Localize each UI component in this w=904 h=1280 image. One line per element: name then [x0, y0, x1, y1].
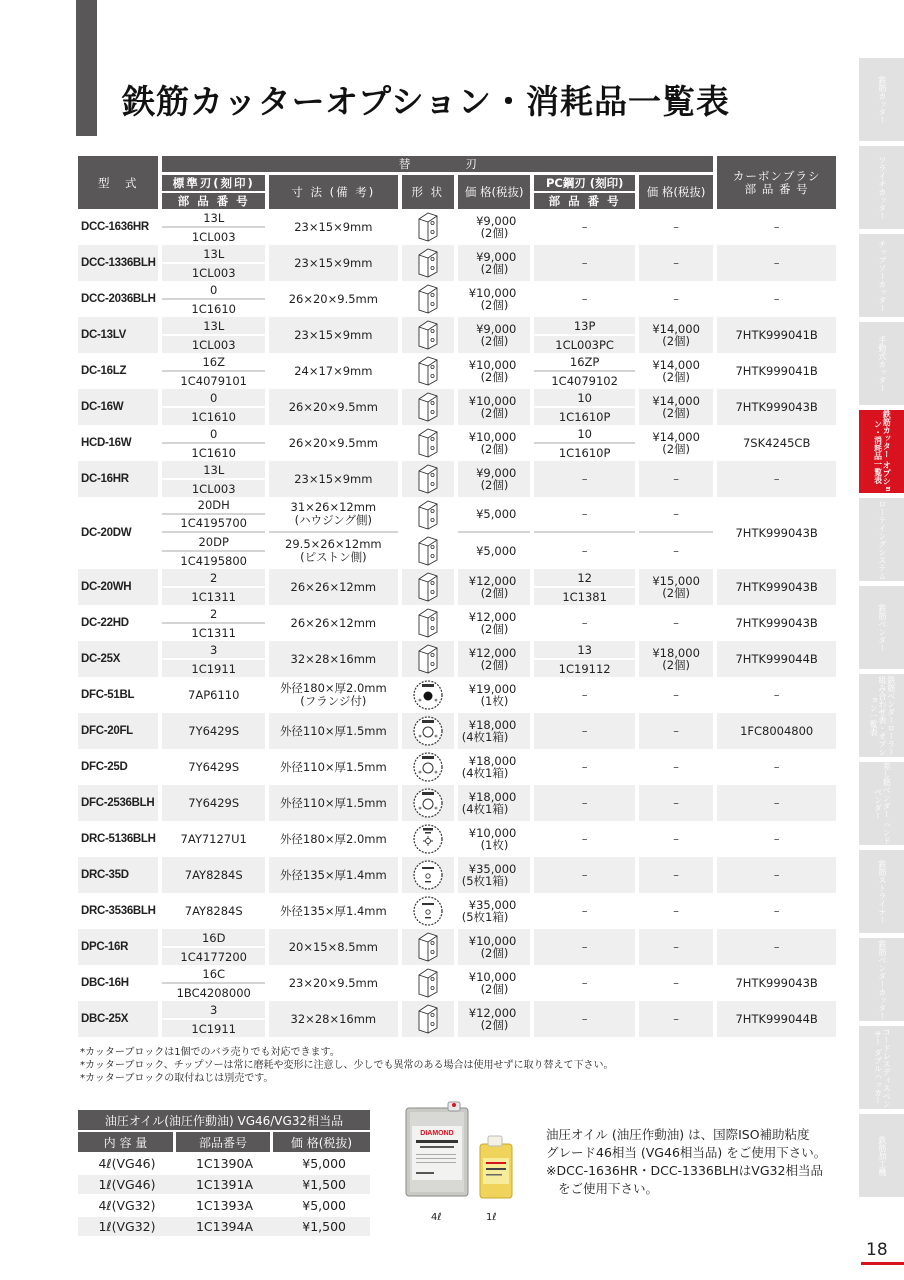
- side-tab-cordless-dispenser[interactable]: コードレスディスペンサー ダブルハッカー: [859, 1026, 904, 1109]
- saw-blade-small-icon: [402, 857, 454, 893]
- header-pc-blade-mark: PC鋼刃 (刻印): [534, 172, 635, 193]
- block-shape-icon: [402, 1001, 454, 1037]
- side-tab-rebar-bender[interactable]: 鉄筋ベンダー: [859, 586, 904, 669]
- saw-blade-icon: [402, 713, 454, 749]
- header-model: 型 式: [78, 156, 158, 209]
- footnote: *カッターブロックは1個でのバラ売りでも対応できます。: [80, 1047, 340, 1058]
- footnote: *カッターブロックの取付ねじは別売です。: [80, 1073, 274, 1084]
- table-row: DCC-1336BLH 13L 1CL003 23×15×9mm ¥9,000 (2個) – – –: [78, 245, 836, 281]
- header-std-blade-mark: 標準刃(刻印): [162, 172, 265, 193]
- block-shape-icon: [402, 281, 454, 317]
- oil-caption-1l: 1ℓ: [486, 1212, 497, 1223]
- table-row: DRC-35D 7AY8284S 外径135×厚1.4mm ¥35,000 (5枚1箱) – – –: [78, 857, 836, 893]
- side-tab-flush-cutter[interactable]: ツライチカッター: [859, 146, 904, 229]
- table-row: DCC-1636HR 13L 1CL003 23×15×9mm ¥9,000 (2個) – – –: [78, 209, 836, 245]
- table-row: 20DP 1C4195800 29.5×26×12mm (ピストン側) ¥5,000 – –: [78, 533, 836, 569]
- side-tab-rebar-cutter[interactable]: 鉄筋カッター: [859, 58, 904, 141]
- block-shape-icon: [402, 461, 454, 497]
- side-tab-rotating-system[interactable]: ローテイングシステム: [859, 498, 904, 581]
- table-row: DBC-25X 3 1C1911 32×28×16mm ¥12,000 (2個) – – 7HTK999044B: [78, 1001, 836, 1037]
- block-shape-icon: [402, 317, 454, 353]
- saw-blade-icon: [402, 785, 454, 821]
- block-shape-icon: [402, 569, 454, 605]
- header-shape: 形 状: [402, 172, 454, 209]
- block-shape-icon: [402, 605, 454, 641]
- side-tab-manual-cutter[interactable]: 手動式カッター: [859, 322, 904, 405]
- side-tab-bender-roller[interactable]: 鉄筋ベンダーローラー 組み合わせ表・オプション一覧表: [859, 674, 904, 757]
- oil-header-part-no: 部品番号: [176, 1132, 273, 1152]
- header-pc-price: 価 格(税抜): [639, 172, 713, 209]
- table-row: DC-16HR 13L 1CL003 23×15×9mm ¥9,000 (2個) – – –: [78, 461, 836, 497]
- table-row: DFC-51BL 7AP6110 外径180×厚2.0mm (フランジ付) ¥19,000 (1枚) – – –: [78, 677, 836, 713]
- page-number: 18: [866, 1240, 888, 1260]
- saw-blade-small-icon: [402, 893, 454, 929]
- oil-description: 油圧オイル (油圧作動油) は、国際ISO補助粘度 グレード46相当 (VG46相当品) をご使用下さい。 ※DCC-1636HR・DCC-1336BLHはVG32相当品 をご使用下さい。: [546, 1127, 827, 1196]
- oil-row: 4ℓ(VG46) 1C1390A ¥5,000: [98, 1156, 346, 1171]
- title-accent-bar: [76, 0, 97, 136]
- block-shape-icon: [402, 929, 454, 965]
- footnote: *カッターブロック、チップソーは常に磨耗や変形に注意し、少しでも異常のある場合は使用せずに取り替えて下さい。: [80, 1060, 614, 1071]
- saw-blade-icon: [402, 749, 454, 785]
- side-tab-rebar-machine[interactable]: 鉄筋加工機: [859, 1114, 904, 1197]
- table-row: DPC-16R 16D 1C4177200 20×15×8.5mm ¥10,000 (2個) – – –: [78, 929, 836, 965]
- header-carbon-brush: カーボンブラシ 部 品 番 号: [717, 156, 836, 209]
- oil-table-title: 油圧オイル(油圧作動油) VG46/VG32相当品: [78, 1110, 370, 1130]
- oil-header-capacity: 内 容 量: [78, 1132, 176, 1152]
- hydraulic-oil-product-image: [398, 1100, 522, 1206]
- block-shape-icon: [402, 965, 454, 1001]
- header-blade-group: 替 刃: [162, 156, 713, 172]
- side-tab-nav: [859, 58, 904, 1202]
- block-shape-icon: [402, 533, 454, 569]
- oil-row: 4ℓ(VG32) 1C1393A ¥5,000: [98, 1198, 346, 1213]
- table-row: DFC-25D 7Y6429S 外径110×厚1.5mm ¥18,000 (4枚1箱) – – –: [78, 749, 836, 785]
- saw-blade-cross-icon: [402, 821, 454, 857]
- block-shape-icon: [402, 209, 454, 245]
- table-row: DC-22HD 2 1C1311 26×26×12mm ¥12,000 (2個) – – 7HTK999043B: [78, 605, 836, 641]
- oil-caption-4l: 4ℓ: [431, 1212, 442, 1223]
- side-tab-chipsaw-cutter[interactable]: チップソーカッター: [859, 234, 904, 317]
- table-row: DC-25X 3 1C1911 32×28×16mm ¥12,000 (2個) 13 1C19112 ¥18,000 (2個) 7HTK999044B: [78, 641, 836, 677]
- table-row: DRC-3536BLH 7AY8284S 外径135×厚1.4mm ¥35,000 (5枚1箱) – – –: [78, 893, 836, 929]
- side-tab-rebar-straightener[interactable]: 鉄筋ストライナー: [859, 850, 904, 933]
- table-row: DC-16W 0 1C1610 26×20×9.5mm ¥10,000 (2個) 10 1C1610P ¥14,000 (2個) 7HTK999043B: [78, 389, 836, 425]
- table-row: DFC-20FL 7Y6429S 外径110×厚1.5mm ¥18,000 (4枚1箱) – – 1FC8004800: [78, 713, 836, 749]
- hydraulic-oil-table: [78, 1108, 370, 1238]
- block-shape-icon: [402, 245, 454, 281]
- table-row: DC-16LZ 16Z 1C4079101 24×17×9mm ¥10,000 (2個) 16ZP 1C4079102 ¥14,000 (2個) 7HTK999041B: [78, 353, 836, 389]
- page-number-underline: [861, 1262, 904, 1265]
- header-dimensions: 寸 法 (備 考): [269, 172, 398, 209]
- table-row: DFC-2536BLH 7Y6429S 外径110×厚1.5mm ¥18,000 (4枚1箱) – – –: [78, 785, 836, 821]
- block-shape-icon: [402, 425, 454, 461]
- page-title: 鉄筋カッターオプション・消耗品一覧表: [122, 82, 731, 121]
- oil-row: 1ℓ(VG32) 1C1394A ¥1,500: [78, 1217, 370, 1236]
- header-price: 価 格(税抜): [458, 172, 530, 209]
- table-row: DRC-5136BLH 7AY7127U1 外径180×厚2.0mm ¥10,000 (1枚) – – –: [78, 821, 836, 857]
- table-row: DC-20DW 20DH 1C4195700 31×26×12mm (ハウジング側) ¥5,000 – – 7HTK999043B: [78, 497, 836, 533]
- table-row: DCC-2036BLH 0 1C1610 26×20×9.5mm ¥10,000 (2個) – – –: [78, 281, 836, 317]
- oil-row: 1ℓ(VG46) 1C1391A ¥1,500: [78, 1175, 370, 1194]
- options-table: [74, 156, 840, 1037]
- block-shape-icon: [402, 389, 454, 425]
- side-tab-hand-bender[interactable]: 差し筋ベンダー ハンドベンダー: [859, 762, 904, 845]
- saw-blade-flange-icon: [402, 677, 454, 713]
- table-row: HCD-16W 0 1C1610 26×20×9.5mm ¥10,000 (2個) 10 1C1610P ¥14,000 (2個) 7SK4245CB: [78, 425, 836, 461]
- block-shape-icon: [402, 641, 454, 677]
- side-tab-bender-cutter[interactable]: 鉄筋ベンダーカッター: [859, 938, 904, 1021]
- block-shape-icon: [402, 497, 454, 533]
- table-row: DC-20WH 2 1C1311 26×26×12mm ¥12,000 (2個) 12 1C1381 ¥15,000 (2個) 7HTK999043B: [78, 569, 836, 605]
- block-shape-icon: [402, 353, 454, 389]
- table-row: DBC-16H 16C 1BC4208000 23×20×9.5mm ¥10,000 (2個) – – 7HTK999043B: [78, 965, 836, 1001]
- table-row: DC-13LV 13L 1CL003 23×15×9mm ¥9,000 (2個) 13P 1CL003PC ¥14,000 (2個) 7HTK999041B: [78, 317, 836, 353]
- header-std-part-no: 部 品 番 号: [162, 193, 265, 209]
- footnotes: [80, 1046, 614, 1085]
- side-tab-cutter-options[interactable]: 鉄筋カッター オプション・消耗品一覧表: [859, 410, 904, 493]
- oil-header-price: 価 格(税抜): [273, 1132, 370, 1152]
- svg-text:DIAMOND: DIAMOND: [420, 1130, 454, 1137]
- header-pc-part-no: 部 品 番 号: [534, 193, 635, 209]
